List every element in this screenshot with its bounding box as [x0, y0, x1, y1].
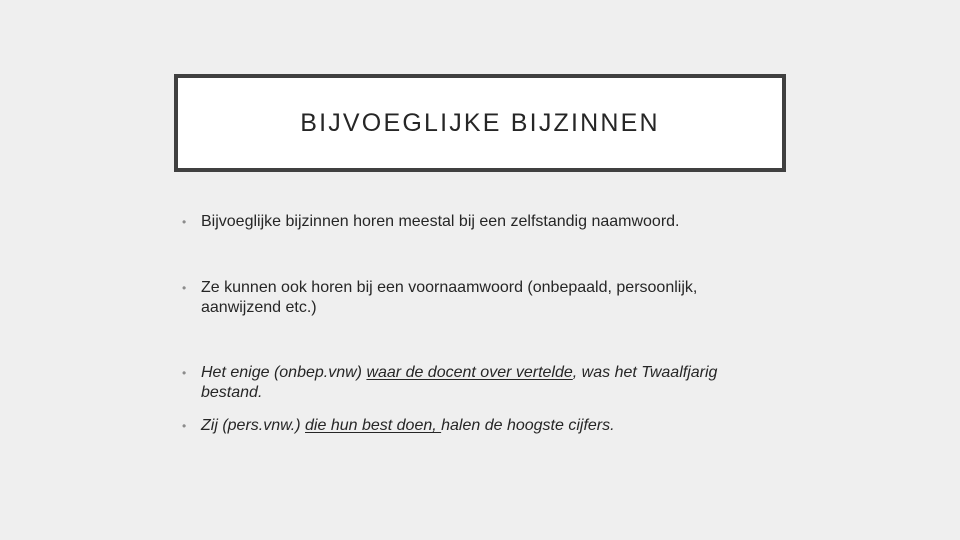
bullet-text: Ze kunnen ook horen bij een voornaamwoord (onbepaald, persoonlijk, aanwijzend etc.)	[201, 279, 698, 316]
example-text-tail: halen de hoogste cijfers.	[441, 417, 615, 434]
bullet-text	[201, 363, 781, 403]
bullet-text: Bijvoeglijke bijzinnen horen meestal bij een zelfstandig naamwoord.	[201, 213, 680, 230]
title-box	[174, 74, 786, 172]
bullet-marker: •	[182, 366, 187, 380]
bullet-marker: •	[182, 281, 187, 295]
example-text-lead: Zij (pers.vnw.)	[201, 417, 306, 434]
bullet-text	[201, 416, 781, 436]
underlined-clause: waar de docent over vertelde	[366, 364, 573, 381]
bullet-marker: •	[182, 215, 187, 229]
slide-title: BIJVOEGLIJKE BIJZINNEN	[300, 108, 660, 137]
bullet-marker: •	[182, 419, 187, 433]
example-text-tail: , was het Twaalfjarig bestand.	[201, 364, 718, 401]
underlined-clause: die hun best doen,	[305, 417, 442, 434]
example-text-lead: Het enige (onbep.vnw)	[201, 364, 367, 381]
